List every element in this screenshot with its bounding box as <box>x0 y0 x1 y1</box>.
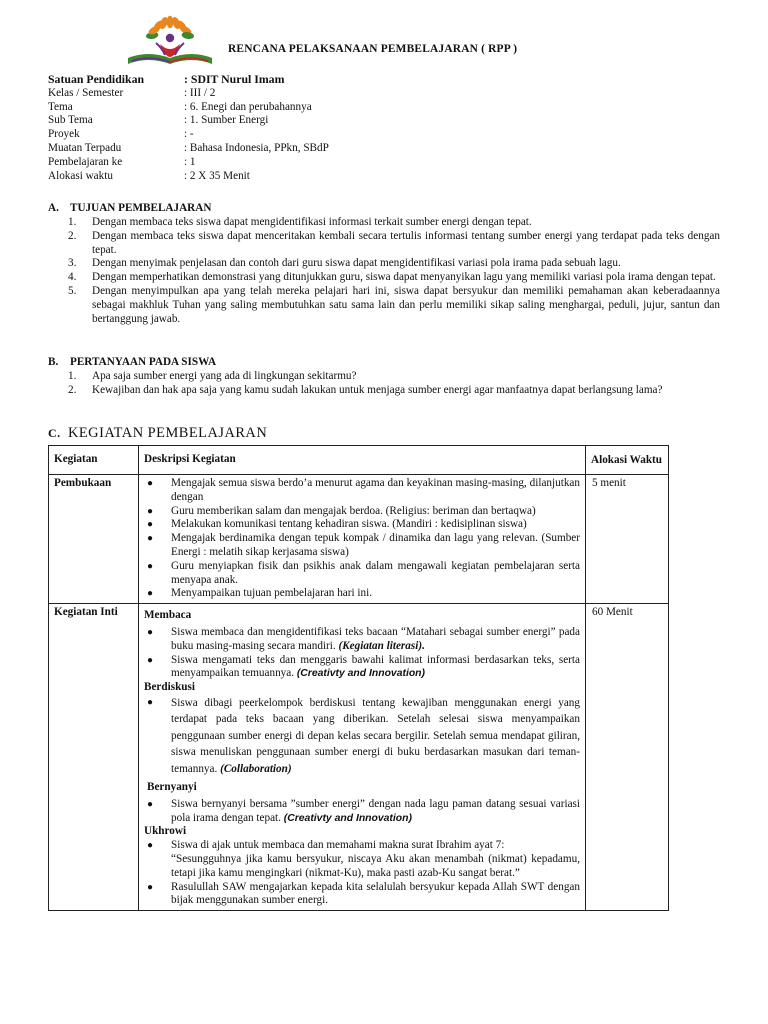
identity-row <box>48 114 708 128</box>
identity-row <box>48 101 708 115</box>
list-item <box>144 626 580 654</box>
pembukaan-description <box>139 475 586 604</box>
membaca-item-2: Siswa mengamati teks dan menggaris bawahi kalimat informasi berdasarkan teks, serta menyampaikan temuannya. <box>171 653 580 680</box>
section-b-letter: B. <box>48 356 59 368</box>
membaca-item-2-tag: (Creativty and Innovation) <box>296 668 425 680</box>
identity-row <box>48 128 708 142</box>
identity-value: : 1 <box>184 155 196 168</box>
section-b-title: PERTANYAAN PADA SISWA <box>70 356 217 368</box>
ukhrowi-list <box>144 839 580 908</box>
bullet-icon: ● <box>147 654 154 666</box>
pembukaan-item: Mengajak semua siswa berdo’a menurut agama dan keyakinan masing-masing, dilanjutkan dengan <box>171 477 580 503</box>
berdiskusi-heading: Berdiskusi <box>144 681 195 694</box>
questions-list <box>68 370 720 398</box>
bullet-icon: ● <box>147 560 154 572</box>
list-item <box>144 587 580 601</box>
section-b-heading <box>48 356 216 370</box>
list-text: Dengan menyimpulkan apa yang telah mereka pelajari hari ini, siswa dapat bersyukur dan memiliki pemahaman akan keberadaannya sebagai makhluk Tuhan yang saling membutuhkan satu sama lain dan perlu memiliki sikap saling menghargai, peduli, jujur, santun dan bertanggung jawab. <box>92 284 720 325</box>
inti-description <box>139 604 586 911</box>
ukhrowi-item-2: Rasulullah SAW mengajarkan kepada kita selalulah bersyukur kepada Allah SWT dengan bijak menggunakan sumber energi. <box>171 880 580 907</box>
bernyanyi-item-1: Siswa bernyanyi bersama ”sumber energi” dengan nada lagu paman datang sesuai variasi pola irama dengan tepat. <box>171 797 580 824</box>
pembukaan-item: Melakukan komunikasi tentang kehadiran siswa. (Mandiri : kedisiplinan siswa) <box>171 518 527 531</box>
activities-table <box>48 445 669 911</box>
list-number: 5. <box>68 284 77 297</box>
identity-label: Alokasi waktu <box>48 169 113 182</box>
identity-row <box>48 156 708 170</box>
pembukaan-alloc: 5 menit <box>586 475 669 604</box>
pembukaan-item: Guru memberikan salam dan mengajak berdoa. (Religius: beriman dan bertaqwa) <box>171 504 536 517</box>
identity-label: Kelas / Semester <box>48 86 124 99</box>
ukhrowi-item-1: Siswa di ajak untuk membaca dan memahami makna surat Ibrahim ayat 7: <box>171 839 505 852</box>
ukhrowi-quote: “Sesungguhnya jika kamu bersyukur, niscaya Aku akan menambah (nikmat) kepadamu, tetapi jika kamu mengingkari (nikmat-Ku), maka pasti azab-Ku sangat berat.” <box>171 852 580 879</box>
berdiskusi-item-1: Siswa dibagi peerkelompok berdiskusi tentang kewajiban menggunakan energi yang terdapat pada teks bacaan yang diberikan. Setelah selesai siswa menyampaikan penggunaan sumber energi di depan kelas secara bergilir. Setelah semua mendapat giliran, siswa menuliskan penggunaan sumber energi di buku berdasarkan masukan dari teman-temannya. <box>171 696 580 775</box>
identity-label: Muatan Terpadu <box>48 141 122 154</box>
identity-value: : 6. Enegi dan perubahannya <box>184 100 312 113</box>
list-item <box>144 505 580 519</box>
identity-row <box>48 170 708 184</box>
berdiskusi-item-1-tag: (Collaboration) <box>220 762 292 775</box>
bullet-icon: ● <box>147 533 154 545</box>
list-number: 2. <box>68 383 77 396</box>
list-item <box>68 370 720 384</box>
list-number: 1. <box>68 216 77 228</box>
list-number: 3. <box>68 257 77 270</box>
pembukaan-item: Guru menyiapkan fisik dan psikhis anak dalam mengawali kegiatan pembelajaran serta menyapa anak. <box>171 559 580 586</box>
bernyanyi-list <box>144 798 580 826</box>
identity-row <box>48 73 708 87</box>
list-item <box>68 257 720 271</box>
list-text: Dengan memperhatikan demonstrasi yang ditunjukkan guru, siswa dapat menyanyikan lagu yang memiliki variasi pola irama dengan tepat. <box>92 271 716 284</box>
identity-label: Proyek <box>48 128 80 141</box>
list-number: 2. <box>68 229 77 242</box>
table-row-pembukaan <box>49 475 669 604</box>
document-header <box>118 14 718 70</box>
kegiatan-pembukaan-label: Pembukaan <box>49 475 139 604</box>
ukhrowi-heading: Ukhrowi <box>144 825 187 838</box>
list-text: Dengan menyimak penjelasan dan contoh dari guru siswa dapat mengidentifikasi variasi pola irama pada sebuah lagu. <box>92 257 621 270</box>
document-title: RENCANA PELAKSANAAN PEMBELAJARAN ( RPP ) <box>228 43 518 55</box>
bullet-icon: ● <box>147 798 154 810</box>
bullet-icon: ● <box>147 505 154 517</box>
list-item <box>68 384 720 398</box>
bullet-icon: ● <box>147 478 154 489</box>
bullet-icon: ● <box>147 588 154 600</box>
membaca-list <box>144 626 580 681</box>
pembukaan-item: Menyampaikan tujuan pembelajaran hari ini. <box>171 587 372 600</box>
section-c-heading <box>48 427 267 441</box>
objectives-list <box>68 216 720 326</box>
table-row-inti <box>49 604 669 911</box>
school-logo <box>118 14 222 68</box>
identity-label: Pembelajaran ke <box>48 155 123 168</box>
bullet-icon: ● <box>147 626 154 638</box>
section-a-heading <box>48 202 211 216</box>
section-a-title: TUJUAN PEMBELAJARAN <box>70 202 212 214</box>
header-alokasi: Alokasi Waktu <box>586 446 669 475</box>
identity-value: : Bahasa Indonesia, PPkn, SBdP <box>184 141 329 154</box>
list-item <box>144 695 580 777</box>
section-c-title: KEGIATAN PEMBELAJARAN <box>68 425 268 441</box>
identity-value: : 1. Sumber Energi <box>184 114 269 127</box>
section-c-letter: C. <box>48 426 61 440</box>
list-item <box>68 230 720 258</box>
pembukaan-list <box>144 477 580 601</box>
list-item <box>68 285 720 326</box>
identity-label: Tema <box>48 100 73 113</box>
list-text: Apa saja sumber energi yang ada di lingkungan sekitarmu? <box>92 370 357 382</box>
identity-row <box>48 87 708 101</box>
identity-value: : III / 2 <box>184 86 216 99</box>
bernyanyi-item-1-tag: (Creativty and Innovation) <box>283 812 412 824</box>
header-deskripsi: Deskripsi Kegiatan <box>139 446 586 475</box>
kegiatan-inti-label: Kegiatan Inti <box>49 604 139 911</box>
bullet-icon: ● <box>147 840 154 852</box>
identity-value: : - <box>184 128 194 141</box>
identity-label: Sub Tema <box>48 114 93 127</box>
list-item <box>144 654 580 682</box>
identity-row <box>48 142 708 156</box>
bernyanyi-heading: Bernyanyi <box>147 780 197 793</box>
list-text: Dengan membaca teks siswa dapat mengidentifikasi informasi terkait sumber energi dengan tepat. <box>92 216 532 228</box>
berdiskusi-list <box>144 695 580 777</box>
identity-value: : 2 X 35 Menit <box>184 169 250 182</box>
list-item <box>144 839 580 880</box>
membaca-item-1: Siswa membaca dan mengidentifikasi teks bacaan “Matahari sebagai sumber energi” pada buku masing-masing secara mandiri. <box>171 625 580 652</box>
bullet-icon: ● <box>147 696 154 708</box>
list-item <box>68 216 720 230</box>
pembukaan-item: Mengajak berdinamika dengan tepuk kompak / dinamika dan lagu yang relevan. (Sumber Energi : melatih sikap kerjasama siswa) <box>171 532 580 558</box>
identity-value: : SDIT Nurul Imam <box>184 72 285 86</box>
list-number: 1. <box>68 370 77 382</box>
inti-alloc: 60 Menit <box>586 604 669 911</box>
membaca-heading: Membaca <box>144 609 192 622</box>
list-item <box>144 881 580 909</box>
list-item <box>144 477 580 505</box>
list-number: 4. <box>68 271 77 284</box>
membaca-item-1-tag: (Kegiatan literasi). <box>338 639 425 652</box>
list-item <box>144 532 580 560</box>
list-item <box>144 560 580 588</box>
bullet-icon: ● <box>147 519 154 531</box>
table-header-row <box>49 446 669 475</box>
list-item <box>144 798 580 826</box>
list-text: Dengan membaca teks siswa dapat menceritakan kembali secara tertulis informasi tentang sumber energi yang terdapat pada teks dengan tepat. <box>92 229 720 256</box>
identity-label: Satuan Pendidikan <box>48 72 145 86</box>
bullet-icon: ● <box>147 881 154 893</box>
list-item <box>144 518 580 532</box>
list-item <box>68 271 720 285</box>
list-text: Kewajiban dan hak apa saja yang kamu sudah lakukan untuk menjaga sumber energi agar manfaatnya dapat berlangsung lama? <box>92 383 663 396</box>
section-a-letter: A. <box>48 202 59 214</box>
identity-block <box>48 73 708 183</box>
header-kegiatan: Kegiatan <box>49 446 139 475</box>
